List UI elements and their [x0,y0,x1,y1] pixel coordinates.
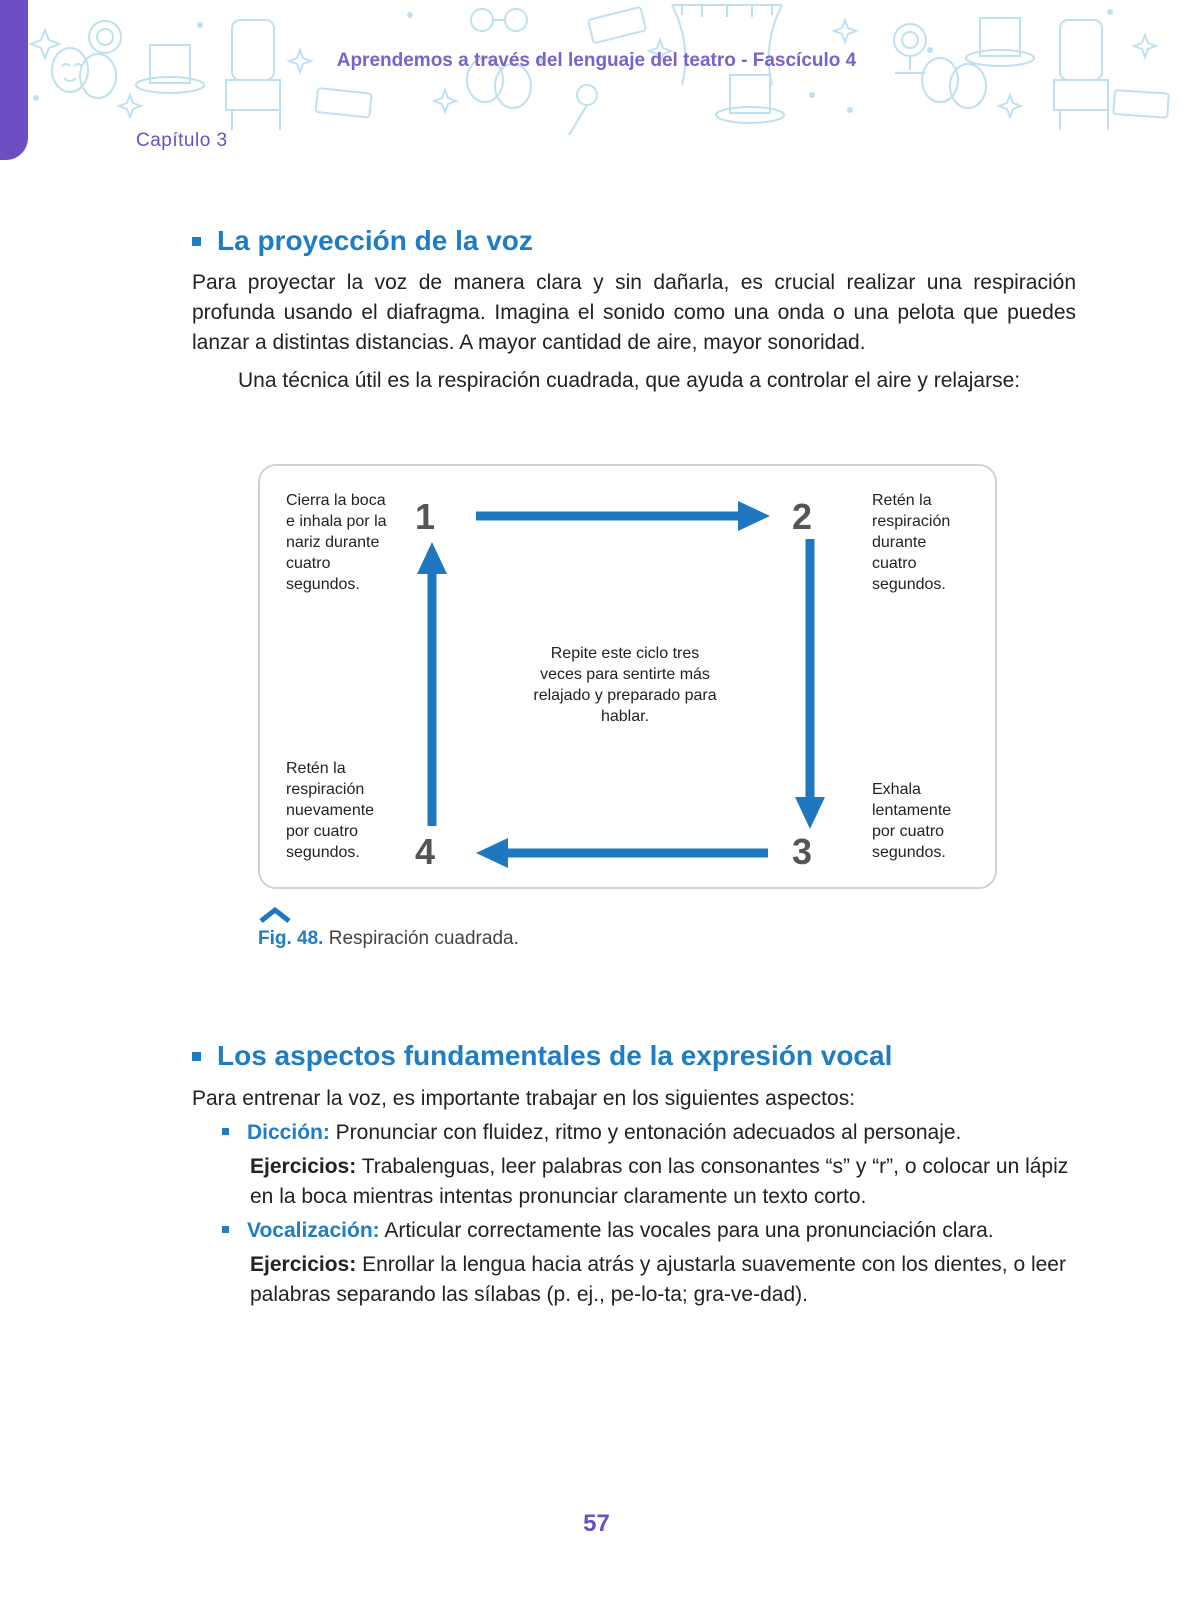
step-description: Exhala lentamente por cuatro segundos. [872,781,952,861]
term-definition: Articular correctamente las vocales para una pronunciación clara. [379,1219,994,1242]
step-number: 3 [792,831,813,872]
ticket-icon [588,7,646,43]
exercise-label: Ejercicios: [250,1253,357,1276]
exercise-label: Ejercicios: [250,1155,357,1178]
term: Vocalización: [247,1219,380,1242]
section-heading-text: La proyección de la voz [217,225,533,256]
paragraph: Para entrenar la voz, es importante trabajar en los siguientes aspectos: [192,1087,856,1110]
chapter-label: Capítulo 3 [136,130,228,151]
header-title: Aprendemos a través del lenguaje del teatro - Fascículo 4 [336,50,857,71]
top-hat-icon [716,75,784,123]
caption-label: Fig. 48. [258,928,324,949]
throne-chair-icon [1054,20,1108,130]
section-heading-text: Los aspectos fundamentales de la expresión vocal [217,1040,893,1071]
arrowhead-up [417,542,447,574]
section-heading [192,225,533,257]
ticket-icon [315,88,371,118]
caption-text: Respiración cuadrada. [323,928,519,949]
step-description: Retén la respiración nuevamente por cuatro segundos. [286,760,375,861]
list-item [222,1216,1082,1246]
exercise-description: Trabalenguas, leer palabras con las consonantes “s” y “r”, o colocar un lápiz en la boca mientras intentas pronunciar claramente un texto corto. [250,1155,1069,1208]
step-description: Retén la respiración durante cuatro segundos. [872,492,951,593]
step-number: 2 [792,496,813,537]
term: Dicción: [247,1121,330,1144]
page-number: 57 [583,1510,610,1537]
section-heading [192,1040,892,1072]
curtain-icon [672,5,782,85]
ticket-icon [1113,90,1169,118]
exercise-description: Enrollar la lengua hacia atrás y ajustarla suavemente con los dientes, o leer palabras separando las sílabas (p. ej., pe-lo-ta; gra-ve-dad). [250,1253,1066,1306]
step-number: 1 [415,496,436,537]
arrowhead-down [795,797,825,829]
list-item [222,1118,1082,1148]
arrowhead-right [738,501,770,531]
square-bullet-icon [222,1128,229,1135]
throne-chair-icon [226,20,280,130]
exercise-text [250,1152,1082,1212]
paragraph: Una técnica útil es la respiración cuadrada, que ayuda a controlar el aire y relajarse: [238,369,1021,392]
spotlight-icon [89,21,121,53]
center-instruction: Repite este ciclo tres veces para sentirte más relajado y preparado para hablar. [533,645,717,725]
square-bullet-icon [222,1226,229,1233]
step-number: 4 [415,831,436,872]
step-description: Cierra la boca e inhala por la nariz durante cuatro segundos. [286,492,387,593]
microphone-icon [569,85,597,135]
term-definition: Pronunciar con fluidez, ritmo y entonación adecuados al personaje. [329,1121,962,1144]
chevron-up-icon [258,906,292,924]
square-breathing-figure [258,464,997,889]
paragraph: Para proyectar la voz de manera clara y sin dañarla, es crucial realizar una respiración profunda usando el diafragma. Imagina el sonido como una onda o una pelota que puedes lanzar a distintas distancias. A mayor cantidad de aire, mayor sonoridad. [192,271,1076,354]
exercise-text [250,1250,1082,1310]
square-bullet-icon [192,1052,201,1061]
figure-caption [258,928,519,950]
square-bullet-icon [192,237,201,246]
chapter-side-tab [0,0,28,160]
binoculars-icon [471,9,527,31]
arrowhead-left [476,838,508,868]
